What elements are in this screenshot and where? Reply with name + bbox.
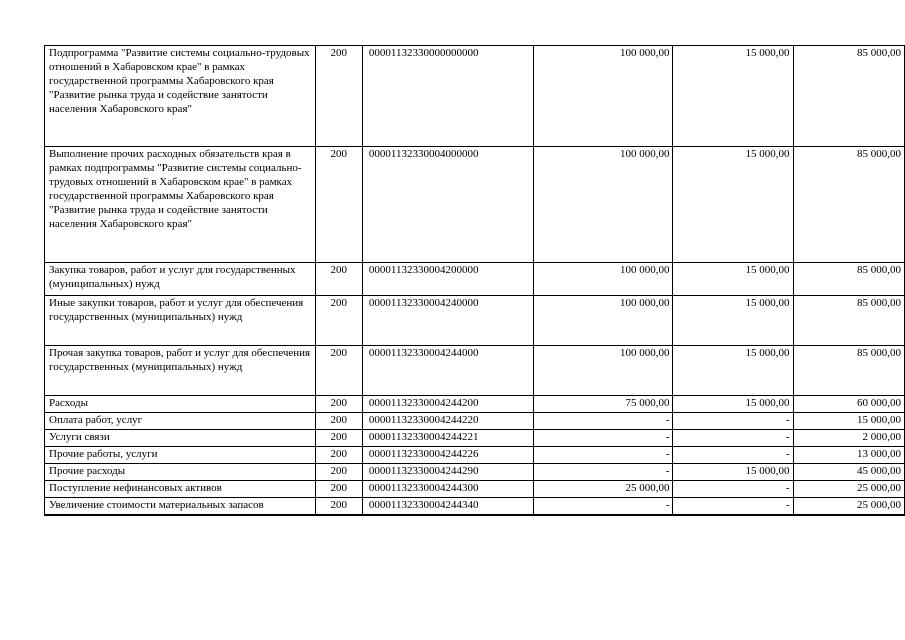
row-name: Закупка товаров, работ и услуг для государственных (муниципальных) нужд: [45, 263, 316, 296]
table-row: [45, 296, 905, 346]
row-remaining: 2 000,00: [793, 430, 904, 447]
row-approved: -: [534, 430, 673, 447]
row-approved: 100 000,00: [534, 46, 673, 147]
row-name: Прочая закупка товаров, работ и услуг для обеспечения государственных (муниципальных) нужд: [45, 346, 316, 396]
table-row: [45, 430, 905, 447]
row-code: 200: [315, 263, 362, 296]
row-executed: -: [673, 481, 793, 498]
table-row: [45, 46, 905, 147]
row-kbk: 00001132330004244000: [362, 346, 533, 396]
row-approved: -: [534, 447, 673, 464]
row-name: Прочие расходы: [45, 464, 316, 481]
table-row: [45, 447, 905, 464]
row-executed: 15 000,00: [673, 296, 793, 346]
table-row: [45, 481, 905, 498]
row-code: 200: [315, 498, 362, 515]
row-remaining: 85 000,00: [793, 296, 904, 346]
row-code: 200: [315, 413, 362, 430]
row-executed: -: [673, 498, 793, 515]
row-code: 200: [315, 430, 362, 447]
row-approved: -: [534, 498, 673, 515]
row-kbk: 00001132330004000000: [362, 147, 533, 263]
row-remaining: 85 000,00: [793, 263, 904, 296]
row-remaining: 85 000,00: [793, 46, 904, 147]
row-approved: 100 000,00: [534, 346, 673, 396]
row-approved: 75 000,00: [534, 396, 673, 413]
row-approved: -: [534, 464, 673, 481]
table-row: [45, 413, 905, 430]
row-approved: 100 000,00: [534, 263, 673, 296]
row-code: 200: [315, 464, 362, 481]
row-kbk: 00001132330004244226: [362, 447, 533, 464]
row-name: Оплата работ, услуг: [45, 413, 316, 430]
row-kbk: 00001132330000000000: [362, 46, 533, 147]
row-code: 200: [315, 346, 362, 396]
row-remaining: 15 000,00: [793, 413, 904, 430]
row-name: Подпрограмма "Развитие системы социально-трудовых отношений в Хабаровском крае" в рамках государственной программы Хабаровского края "Развитие рынка труда и содействие занятости населения Хабаровского края": [45, 46, 316, 147]
row-kbk: 00001132330004200000: [362, 263, 533, 296]
row-code: 200: [315, 396, 362, 413]
table-row: [45, 263, 905, 296]
row-remaining: 25 000,00: [793, 498, 904, 515]
row-executed: 15 000,00: [673, 46, 793, 147]
row-kbk: 00001132330004244300: [362, 481, 533, 498]
row-executed: -: [673, 413, 793, 430]
row-kbk: 00001132330004244221: [362, 430, 533, 447]
row-name: Увеличение стоимости материальных запасов: [45, 498, 316, 515]
row-approved: -: [534, 413, 673, 430]
row-approved: 100 000,00: [534, 147, 673, 263]
row-name: Иные закупки товаров, работ и услуг для обеспечения государственных (муниципальных) нужд: [45, 296, 316, 346]
table-row: [45, 396, 905, 413]
table-row: [45, 147, 905, 263]
row-remaining: 60 000,00: [793, 396, 904, 413]
row-executed: 15 000,00: [673, 263, 793, 296]
row-remaining: 25 000,00: [793, 481, 904, 498]
row-name: Расходы: [45, 396, 316, 413]
row-name: Выполнение прочих расходных обязательств края в рамках подпрограммы "Развитие системы социально-трудовых отношений в Хабаровском крае" в рамках государственной программы Хабаровского края "Развитие рынка труда и содействие занятости населения Хабаровского края": [45, 147, 316, 263]
row-executed: 15 000,00: [673, 346, 793, 396]
budget-table: [44, 45, 905, 516]
row-remaining: 45 000,00: [793, 464, 904, 481]
row-executed: -: [673, 447, 793, 464]
row-executed: -: [673, 430, 793, 447]
row-approved: 25 000,00: [534, 481, 673, 498]
row-name: Поступление нефинансовых активов: [45, 481, 316, 498]
table-row: [45, 464, 905, 481]
row-executed: 15 000,00: [673, 464, 793, 481]
row-kbk: 00001132330004244290: [362, 464, 533, 481]
row-code: 200: [315, 147, 362, 263]
row-kbk: 00001132330004244220: [362, 413, 533, 430]
row-approved: 100 000,00: [534, 296, 673, 346]
row-kbk: 00001132330004244340: [362, 498, 533, 515]
row-name: Услуги связи: [45, 430, 316, 447]
row-name: Прочие работы, услуги: [45, 447, 316, 464]
row-kbk: 00001132330004240000: [362, 296, 533, 346]
row-code: 200: [315, 46, 362, 147]
row-remaining: 85 000,00: [793, 346, 904, 396]
table-row: [45, 498, 905, 515]
row-executed: 15 000,00: [673, 396, 793, 413]
table-row: [45, 346, 905, 396]
row-remaining: 13 000,00: [793, 447, 904, 464]
row-code: 200: [315, 296, 362, 346]
row-remaining: 85 000,00: [793, 147, 904, 263]
row-executed: 15 000,00: [673, 147, 793, 263]
budget-table-body: [45, 46, 905, 515]
row-code: 200: [315, 447, 362, 464]
row-code: 200: [315, 481, 362, 498]
row-kbk: 00001132330004244200: [362, 396, 533, 413]
